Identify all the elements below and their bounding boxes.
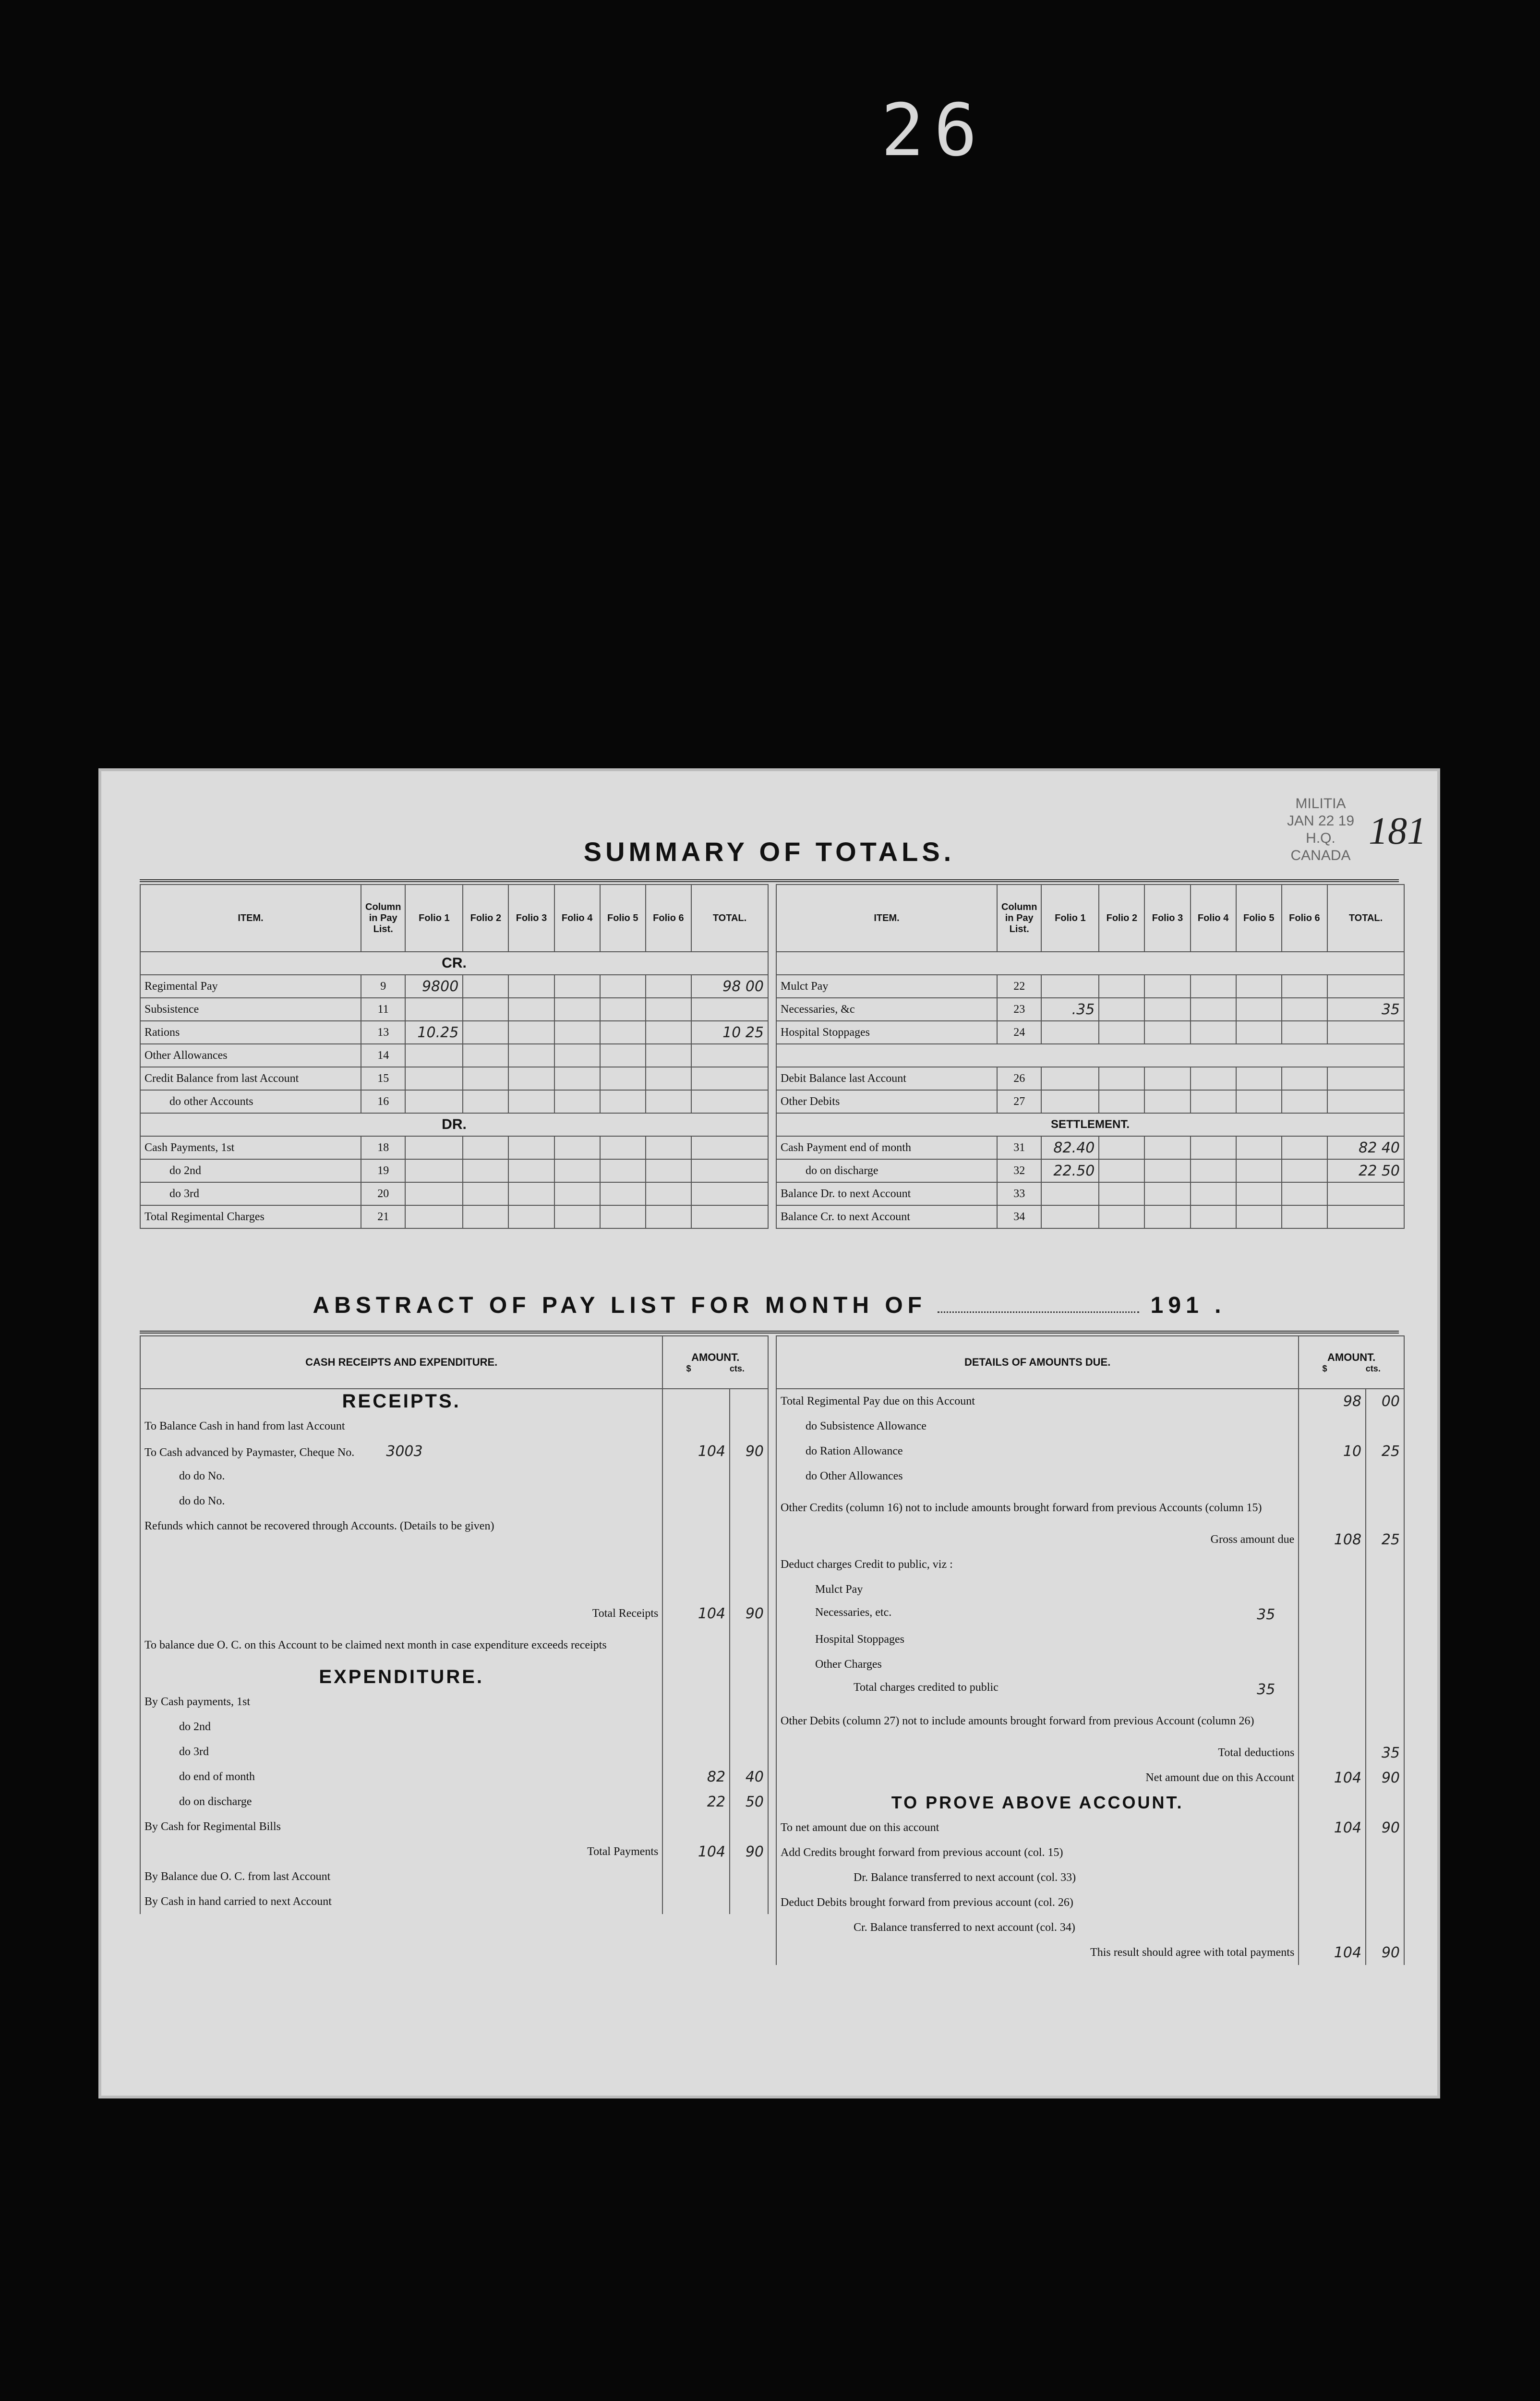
row-cents: 90 xyxy=(1366,1940,1404,1965)
row-label: Refunds which cannot be recovered through Accounts. (Details to be given) xyxy=(140,1514,662,1539)
row-label: do 2nd xyxy=(140,1714,662,1739)
header-column: Column in Pay List. xyxy=(997,885,1041,952)
header-folio: Folio 5 xyxy=(600,885,646,952)
row-label: Cash Payments, 1st xyxy=(140,1136,361,1159)
section-dr: DR. xyxy=(140,1113,768,1136)
row-cents: 35 xyxy=(1366,1740,1404,1765)
table-row xyxy=(776,1439,1404,1464)
table-row xyxy=(140,1689,768,1714)
table-row xyxy=(140,1439,768,1464)
table-row xyxy=(776,1577,1404,1602)
row-label: do do No. xyxy=(140,1489,662,1514)
cts-label: cts. xyxy=(1365,1363,1381,1373)
row-label: do end of month xyxy=(140,1764,662,1789)
row-folio: 9800 xyxy=(405,975,463,998)
row-label: Debit Balance last Account xyxy=(776,1067,997,1090)
row-cents: 35 xyxy=(1257,1606,1275,1623)
header-column: Column in Pay List. xyxy=(361,885,405,952)
abstract-title-text: ABSTRACT OF PAY LIST FOR MONTH OF xyxy=(313,1293,926,1318)
row-dollars: 104 xyxy=(1299,1940,1366,1965)
header-folio: Folio 2 xyxy=(463,885,508,952)
divider xyxy=(140,1331,1399,1334)
table-row xyxy=(140,1714,768,1739)
row-label: To balance due O. C. on this Account to be claimed next month in case expenditure exceeds receipts xyxy=(140,1626,662,1664)
row-cents: 25 xyxy=(1366,1527,1404,1552)
row-cents: 90 xyxy=(1366,1815,1404,1840)
cash-header: CASH RECEIPTS AND EXPENDITURE. xyxy=(140,1336,662,1389)
summary-left-table xyxy=(140,884,769,1229)
header-folio: Folio 6 xyxy=(646,885,691,952)
row-label: Mulct Pay xyxy=(776,975,997,998)
abstract-title: ABSTRACT OF PAY LIST FOR MONTH OF 191 . xyxy=(313,1293,1226,1318)
table-row xyxy=(776,1182,1404,1205)
row-col: 33 xyxy=(997,1182,1041,1205)
cash-receipts-table xyxy=(140,1335,769,1914)
details-header: DETAILS OF AMOUNTS DUE. xyxy=(776,1336,1299,1389)
row-label: This result should agree with total payments xyxy=(776,1940,1299,1965)
table-row xyxy=(776,1677,1404,1702)
row-label: Mulct Pay xyxy=(776,1577,1299,1602)
total-payments-label: Total Payments xyxy=(140,1839,662,1864)
amount-header xyxy=(662,1336,768,1389)
section-cr: CR. xyxy=(140,952,768,975)
table-row xyxy=(140,1814,768,1839)
row-dollars: 10 xyxy=(1299,1439,1366,1464)
table-row xyxy=(776,1414,1404,1439)
table-row xyxy=(776,1890,1404,1915)
row-label: do 3rd xyxy=(140,1739,662,1764)
table-row xyxy=(140,975,768,998)
row-label: Other Debits (column 27) not to include amounts brought forward from previous Account (column 26) xyxy=(776,1702,1299,1740)
row-label: Deduct Debits brought forward from previous account (col. 26) xyxy=(776,1890,1299,1915)
table-row xyxy=(776,975,1404,998)
row-label: Gross amount due xyxy=(776,1527,1299,1552)
row-label: Necessaries, &c xyxy=(776,998,997,1021)
stamp-line: JAN 22 19 xyxy=(1287,813,1355,829)
row-col: 20 xyxy=(361,1182,405,1205)
header-item: ITEM. xyxy=(140,885,361,952)
row-col: 27 xyxy=(997,1090,1041,1113)
table-row xyxy=(776,1389,1404,1414)
table-row xyxy=(140,1136,768,1159)
deduct-label: Deduct charges Credit to public, viz : xyxy=(776,1552,1299,1577)
row-total: 98 00 xyxy=(691,975,768,998)
row-label: To net amount due on this account xyxy=(776,1815,1299,1840)
header-folio: Folio 6 xyxy=(1282,885,1327,952)
row-label: Other Debits xyxy=(776,1090,997,1113)
row-label: do Other Allowances xyxy=(776,1464,1299,1489)
row-label: By Cash in hand carried to next Account xyxy=(140,1889,662,1914)
row-label: do on discharge xyxy=(776,1159,997,1182)
header-item: ITEM. xyxy=(776,885,997,952)
stamp-line: CANADA xyxy=(1290,848,1351,863)
row-label: do other Accounts xyxy=(140,1090,361,1113)
row-dollars: 104 xyxy=(662,1439,730,1464)
row-label xyxy=(140,1439,662,1464)
row-dollars: 98 xyxy=(1299,1389,1366,1414)
table-row xyxy=(140,1090,768,1113)
row-label: Credit Balance from last Account xyxy=(140,1067,361,1090)
row-label-text: Total charges credited to public xyxy=(854,1681,999,1694)
row-total: 35 xyxy=(1327,998,1404,1021)
amount-header xyxy=(1299,1336,1404,1389)
total-receipts-label: Total Receipts xyxy=(140,1601,662,1626)
table-row xyxy=(140,1889,768,1914)
row-col: 15 xyxy=(361,1067,405,1090)
table-row xyxy=(776,1765,1404,1790)
row-label: Hospital Stoppages xyxy=(776,1021,997,1044)
table-row xyxy=(140,1839,768,1864)
row-label: To Balance Cash in hand from last Account xyxy=(140,1414,662,1439)
amount-label: AMOUNT. xyxy=(1327,1351,1376,1363)
table-row xyxy=(776,1940,1404,1965)
row-col: 9 xyxy=(361,975,405,998)
header-folio: Folio 2 xyxy=(1099,885,1144,952)
table-row xyxy=(140,1489,768,1514)
row-label: Net amount due on this Account xyxy=(776,1765,1299,1790)
dollar-label: $ xyxy=(1322,1363,1327,1373)
header-total: TOTAL. xyxy=(691,885,768,952)
row-cents: 90 xyxy=(730,1439,768,1464)
table-row xyxy=(776,1702,1404,1740)
row-folio: 22.50 xyxy=(1041,1159,1099,1182)
row-dollars: 104 xyxy=(662,1839,730,1864)
table-row xyxy=(776,998,1404,1021)
row-dollars: 108 xyxy=(1299,1527,1366,1552)
cheque-number: 3003 xyxy=(386,1443,423,1460)
row-dollars: 104 xyxy=(662,1601,730,1626)
table-row xyxy=(140,1764,768,1789)
table-row xyxy=(776,1205,1404,1228)
row-cents: 25 xyxy=(1366,1439,1404,1464)
row-dollars: 104 xyxy=(1299,1815,1366,1840)
row-dollars: 104 xyxy=(1299,1765,1366,1790)
row-label: By Cash for Regimental Bills xyxy=(140,1814,662,1839)
frame-number: 26 xyxy=(881,89,987,172)
row-label: Add Credits brought forward from previous account (col. 15) xyxy=(776,1840,1299,1865)
row-label: By Balance due O. C. from last Account xyxy=(140,1864,662,1889)
table-row xyxy=(140,1514,768,1539)
row-label: Regimental Pay xyxy=(140,975,361,998)
page-reference: 181 xyxy=(1369,810,1426,852)
row-cents: 35 xyxy=(1257,1681,1275,1698)
amount-label: AMOUNT. xyxy=(691,1351,740,1363)
table-row xyxy=(776,1627,1404,1652)
row-label: Total Regimental Charges xyxy=(140,1205,361,1228)
row-col: 31 xyxy=(997,1136,1041,1159)
row-label xyxy=(776,1602,1299,1627)
row-label: Cr. Balance transferred to next account (col. 34) xyxy=(776,1915,1299,1940)
table-row xyxy=(140,1626,768,1664)
table-row xyxy=(776,1090,1404,1113)
table-row xyxy=(140,1789,768,1814)
row-folio: 10.25 xyxy=(405,1021,463,1044)
row-label: Other Charges xyxy=(776,1652,1299,1677)
header-total: TOTAL. xyxy=(1327,885,1404,952)
row-cents: 50 xyxy=(730,1789,768,1814)
header-folio: Folio 5 xyxy=(1236,885,1282,952)
row-label: Other Allowances xyxy=(140,1044,361,1067)
header-folio: Folio 4 xyxy=(1191,885,1236,952)
row-cents: 00 xyxy=(1366,1389,1404,1414)
table-row xyxy=(140,1159,768,1182)
row-total: 10 25 xyxy=(691,1021,768,1044)
table-row xyxy=(776,1527,1404,1552)
table-row xyxy=(776,1865,1404,1890)
row-label: Hospital Stoppages xyxy=(776,1627,1299,1652)
table-row xyxy=(776,1159,1404,1182)
row-label: Total deductions xyxy=(776,1740,1299,1765)
table-row xyxy=(776,1067,1404,1090)
row-label: do do No. xyxy=(140,1464,662,1489)
abstract-year: 191 xyxy=(1150,1293,1203,1318)
table-row xyxy=(140,1414,768,1439)
stamp-line: H.Q. xyxy=(1306,830,1335,846)
row-label: Rations xyxy=(140,1021,361,1044)
expenditure-heading: EXPENDITURE. xyxy=(140,1664,662,1689)
divider xyxy=(140,879,1399,882)
table-row xyxy=(140,1864,768,1889)
row-label: Total Regimental Pay due on this Account xyxy=(776,1389,1299,1414)
row-col: 23 xyxy=(997,998,1041,1021)
row-label: Balance Dr. to next Account xyxy=(776,1182,997,1205)
header-folio: Folio 4 xyxy=(554,885,600,952)
header-folio: Folio 1 xyxy=(405,885,463,952)
row-total: 82 40 xyxy=(1327,1136,1404,1159)
table-row xyxy=(140,998,768,1021)
row-label-text: Necessaries, etc. xyxy=(815,1606,892,1619)
row-col: 19 xyxy=(361,1159,405,1182)
table-row xyxy=(140,1205,768,1228)
row-col: 16 xyxy=(361,1090,405,1113)
cts-label: cts. xyxy=(729,1363,745,1373)
row-label: Balance Cr. to next Account xyxy=(776,1205,997,1228)
row-col: 24 xyxy=(997,1021,1041,1044)
table-row xyxy=(140,1044,768,1067)
table-row xyxy=(140,1601,768,1626)
row-total: 22 50 xyxy=(1327,1159,1404,1182)
header-folio: Folio 1 xyxy=(1041,885,1099,952)
section-settlement: SETTLEMENT. xyxy=(776,1113,1404,1136)
stamp-line: MILITIA xyxy=(1295,796,1346,812)
row-col: 21 xyxy=(361,1205,405,1228)
row-label xyxy=(776,1677,1299,1702)
row-folio: 82.40 xyxy=(1041,1136,1099,1159)
table-row xyxy=(776,1840,1404,1865)
table-row xyxy=(140,1067,768,1090)
row-cents: 40 xyxy=(730,1764,768,1789)
row-label: do 3rd xyxy=(140,1182,361,1205)
details-amounts-table xyxy=(776,1335,1405,1965)
table-row xyxy=(140,1182,768,1205)
table-row xyxy=(776,1021,1404,1044)
row-col: 18 xyxy=(361,1136,405,1159)
row-cents: 90 xyxy=(730,1839,768,1864)
row-label: do on discharge xyxy=(140,1789,662,1814)
header-folio: Folio 3 xyxy=(1144,885,1190,952)
row-label: Subsistence xyxy=(140,998,361,1021)
row-label: do Ration Allowance xyxy=(776,1439,1299,1464)
receipts-heading: RECEIPTS. xyxy=(140,1389,662,1414)
row-label: do 2nd xyxy=(140,1159,361,1182)
table-row xyxy=(776,1740,1404,1765)
row-label: By Cash payments, 1st xyxy=(140,1689,662,1714)
table-row xyxy=(776,1489,1404,1527)
table-row xyxy=(776,1136,1404,1159)
row-label: Cash Payment end of month xyxy=(776,1136,997,1159)
pay-sheet xyxy=(98,768,1440,2098)
header-folio: Folio 3 xyxy=(508,885,554,952)
table-row xyxy=(776,1602,1404,1627)
row-dollars: 22 xyxy=(662,1789,730,1814)
row-col: 11 xyxy=(361,998,405,1021)
table-row xyxy=(776,1815,1404,1840)
table-row xyxy=(776,1464,1404,1489)
table-row xyxy=(140,1021,768,1044)
table-row xyxy=(140,1464,768,1489)
dollar-label: $ xyxy=(686,1363,691,1373)
table-row xyxy=(140,1739,768,1764)
row-label: Other Credits (column 16) not to include amounts brought forward from previous Accounts (column 15) xyxy=(776,1489,1299,1527)
row-label: do Subsistence Allowance xyxy=(776,1414,1299,1439)
prove-heading: TO PROVE ABOVE ACCOUNT. xyxy=(776,1790,1299,1815)
row-col: 22 xyxy=(997,975,1041,998)
summary-right-table xyxy=(776,884,1405,1229)
table-row xyxy=(776,1652,1404,1677)
row-col: 14 xyxy=(361,1044,405,1067)
row-folio: .35 xyxy=(1041,998,1099,1021)
row-cents: 90 xyxy=(730,1601,768,1626)
summary-title: SUMMARY OF TOTALS. xyxy=(583,837,955,867)
row-col: 32 xyxy=(997,1159,1041,1182)
row-dollars: 82 xyxy=(662,1764,730,1789)
row-label-text: To Cash advanced by Paymaster, Cheque No. xyxy=(144,1446,355,1459)
row-cents: 90 xyxy=(1366,1765,1404,1790)
row-label: Dr. Balance transferred to next account (col. 33) xyxy=(776,1865,1299,1890)
row-col: 13 xyxy=(361,1021,405,1044)
table-row xyxy=(776,1915,1404,1940)
row-col: 34 xyxy=(997,1205,1041,1228)
row-col: 26 xyxy=(997,1067,1041,1090)
